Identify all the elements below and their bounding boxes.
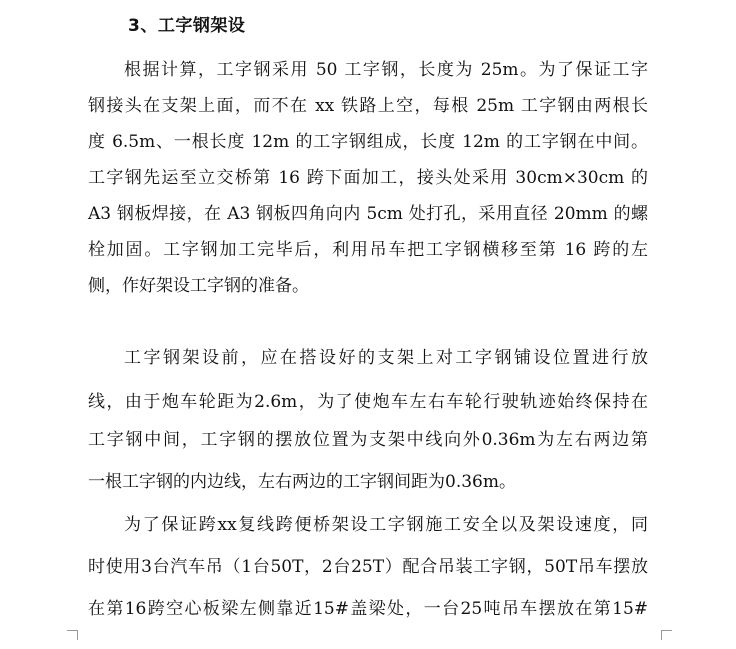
paragraph-2-line-2: 线，由于炮车轮距为2.6m，为了使炮车左右车轮行驶轨迹始终保持在 <box>88 392 648 412</box>
section-heading: 3、工字钢架设 <box>128 16 246 36</box>
page-margin-corner-right <box>661 630 672 640</box>
paragraph-1-line-5: A3 钢板焊接，在 A3 钢板四角向内 5cm 处打孔，采用直径 20mm 的螺 <box>88 204 648 224</box>
paragraph-1-line-3: 度 6.5m、一根长度 12m 的工字钢组成，长度 12m 的工字钢在中间。 <box>88 132 648 152</box>
paragraph-1-line-6: 栓加固。工字钢加工完毕后，利用吊车把工字钢横移至第 16 跨的左 <box>88 240 648 260</box>
paragraph-2-line-4: 一根工字钢的内边线，左右两边的工字钢间距为0.36m。 <box>88 472 516 492</box>
paragraph-2-line-3: 工字钢中间，工字钢的摆放位置为支架中线向外0.36m为左右两边第 <box>88 430 648 450</box>
paragraph-2-line-1: 工字钢架设前，应在搭设好的支架上对工字钢铺设位置进行放 <box>124 348 648 368</box>
paragraph-1-line-4: 工字钢先运至立交桥第 16 跨下面加工，接头处采用 30cm×30cm 的 <box>88 168 648 188</box>
paragraph-1-line-1: 根据计算，工字钢采用 50 工字钢，长度为 25m。为了保证工字 <box>124 60 648 80</box>
paragraph-3-line-1: 为了保证跨xx复线跨便桥架设工字钢施工安全以及架设速度，同 <box>124 515 648 535</box>
page-margin-corner-left <box>67 630 78 640</box>
paragraph-3-line-2: 时使用3台汽车吊（1台50T，2台25T）配合吊装工字钢，50T吊车摆放 <box>88 557 648 577</box>
paragraph-3-line-3: 在第16跨空心板梁左侧靠近15#盖梁处，一台25吨吊车摆放在第15# <box>88 599 648 619</box>
paragraph-1-line-7: 侧，作好架设工字钢的准备。 <box>88 276 309 296</box>
paragraph-1-line-2: 钢接头在支架上面，而不在 xx 铁路上空，每根 25m 工字钢由两根长 <box>88 96 648 116</box>
